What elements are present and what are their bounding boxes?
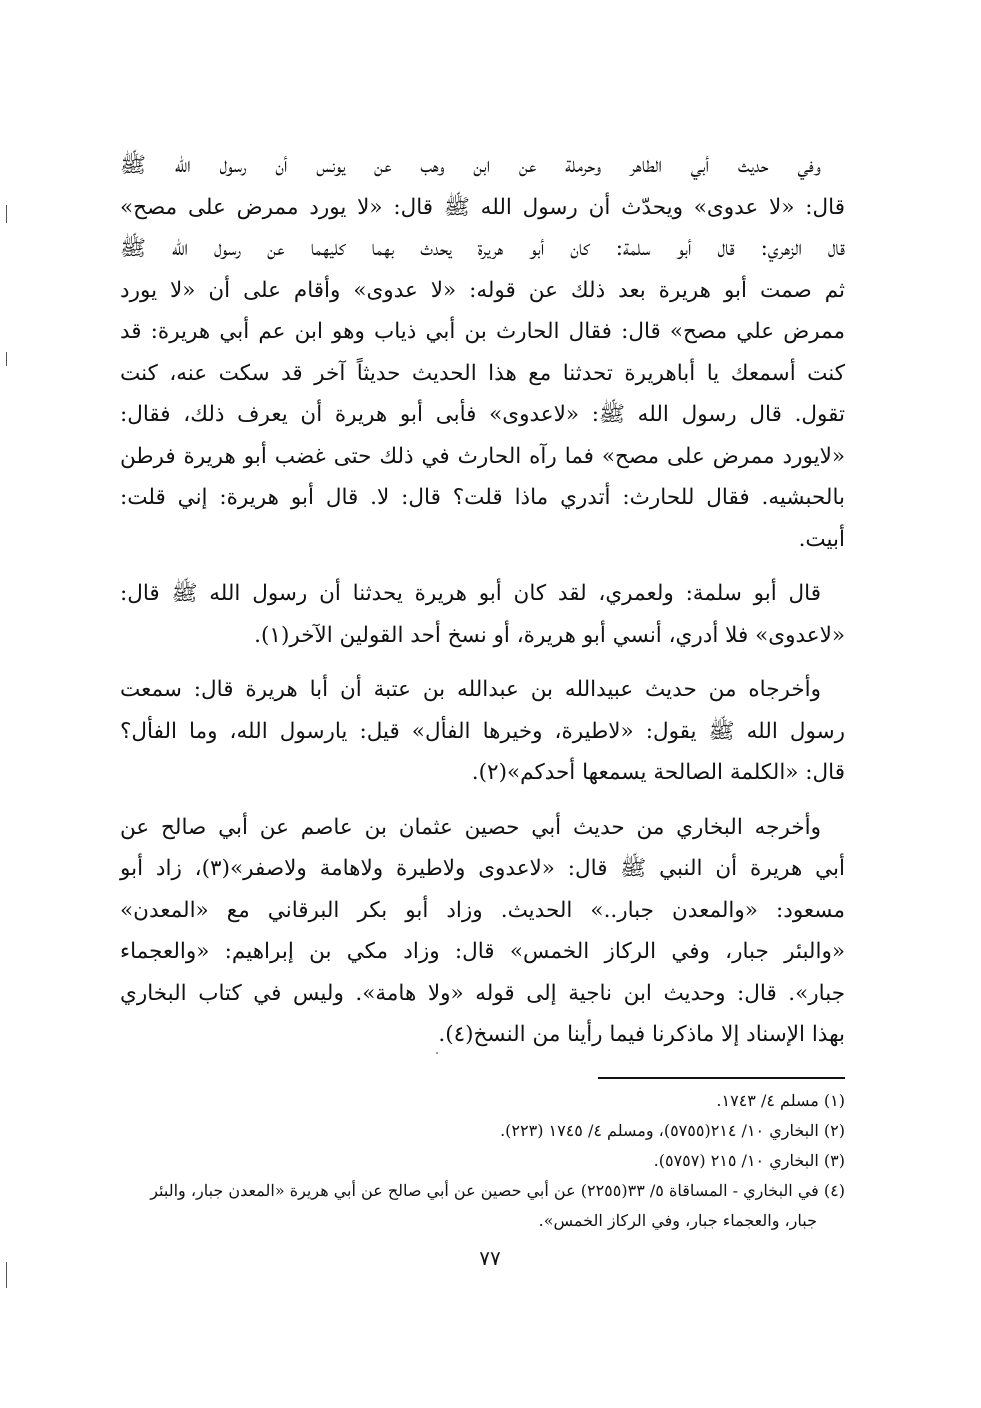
footnote: (٤) في البخاري - المساقاة ٥/ ٣٣(٢٢٥٥) عن أبي حصين عن أبي صالح عن أبي هريرة «المعدن جبار، والبئر	[150, 1181, 845, 1200]
text-line: ممرض علي مصح» قال: فقال الحارث بن أبي ذياب وهو ابن عم أبي هريرة: قد	[120, 319, 845, 344]
text-line: قال الزهري: قال أبو سلمة: كان أبو هريرة يحدث بهما كليهما عن رسول الله ﷺ	[120, 236, 845, 261]
text-line: «لايورد ممرض على مصح» فما رآه الحارث في ذلك حتى غضب أبو هريرة فرطن	[120, 443, 845, 469]
footnote-continuation: جبار، والعجماء جبار، وفي الركاز الخمس».	[538, 1211, 817, 1230]
text-line: جبار». قال: وحديث ابن ناجية إلى قوله «ولا هامة». وليس في كتاب البخاري	[120, 980, 845, 1006]
text-line: قال: «الكلمة الصالحة يسمعها أحدكم»(٢).	[471, 760, 845, 785]
text-line: ثم صمت أبو هريرة بعد ذلك عن قوله: «لا عدوى» وأقام على أن «لا يورد	[120, 277, 845, 303]
footnote: (٢) البخاري ١٠/ ٢١٤(٥٧٥٥)، ومسلم ٤/ ١٧٤٥ (٢٢٣).	[500, 1121, 845, 1140]
text-line: قال أبو سلمة: ولعمري، لقد كان أبو هريرة يحدثنا أن رسول الله ﷺ قال:	[120, 581, 821, 606]
footnote: (١) مسلم ٤/ ١٧٤٣.	[716, 1091, 845, 1110]
text-line: «والبئر جبار، وفي الركاز الخمس» قال: وزاد مكي بن إبراهيم: «والعجماء	[120, 939, 845, 964]
text-line: كنت أسمعك يا أباهريرة تحدثنا مع هذا الحديث حديثاً آخر قد سكت عنه، كنت	[120, 360, 845, 386]
text-line: تقول. قال رسول الله ﷺ: «لاعدوى» فأبى أبو هريرة أن يعرف ذلك، فقال:	[120, 402, 845, 427]
paragraph	[120, 669, 845, 794]
text-line: مسعود: «والمعدن جبار..» الحديث. وزاد أبو بكر البرقاني مع «المعدن»	[120, 897, 845, 923]
footnote: (٣) البخاري ١٠/ ٢١٥ (٥٧٥٧).	[653, 1151, 845, 1170]
paragraph	[120, 807, 845, 1056]
scan-speck	[436, 1052, 438, 1054]
text-line: وأخرجاه من حديث عبيدالله بن عبدالله بن عتبة أن أبا هريرة قال: سمعت	[120, 677, 821, 702]
scan-edge-mark	[6, 205, 7, 223]
page-number: ٧٧	[479, 1246, 501, 1270]
text-line: أبي هريرة أن النبي ﷺ قال: «لاعدوى ولاطيرة ولاهامة ولاصفر»(٣)، زاد أبو	[120, 856, 845, 881]
text-line: بالحبشيه. فقال للحارث: أتدري ماذا قلت؟ قال: لا. قال أبو هريرة: إني قلت:	[120, 485, 845, 510]
scan-edge-mark	[6, 352, 7, 366]
main-text	[120, 145, 845, 1056]
text-line: أبيت.	[798, 526, 845, 552]
footnotes	[120, 1086, 845, 1236]
text-line: رسول الله ﷺ يقول: «لاطيرة، وخيرها الفأل» قيل: يارسول الله، وما الفأل؟	[120, 718, 845, 744]
text-line: «لاعدوى» فلا أدري، أنسي أبو هريرة، أو نسخ أحد القولين الآخر(١).	[254, 622, 845, 648]
text-line: قال: «لا عدوى» ويحدّث أن رسول الله ﷺ قال: «لا يورد ممرض على مصح»	[120, 194, 845, 220]
text-line: وفي حديث أبي الطاهر وحرملة عن ابن وهب عن يونس أن رسول الله ﷺ	[120, 153, 821, 178]
paragraph	[120, 573, 845, 656]
text-line: وأخرجه البخاري من حديث أبي حصين عثمان بن عاصم عن أبي صالح عن	[120, 814, 821, 840]
footnote-separator	[598, 1077, 845, 1079]
scan-edge-mark	[6, 1262, 7, 1288]
paragraph	[120, 145, 845, 560]
text-line: بهذا الإسناد إلا ماذكرنا فيما رأينا من النسخ(٤).	[438, 1022, 845, 1047]
